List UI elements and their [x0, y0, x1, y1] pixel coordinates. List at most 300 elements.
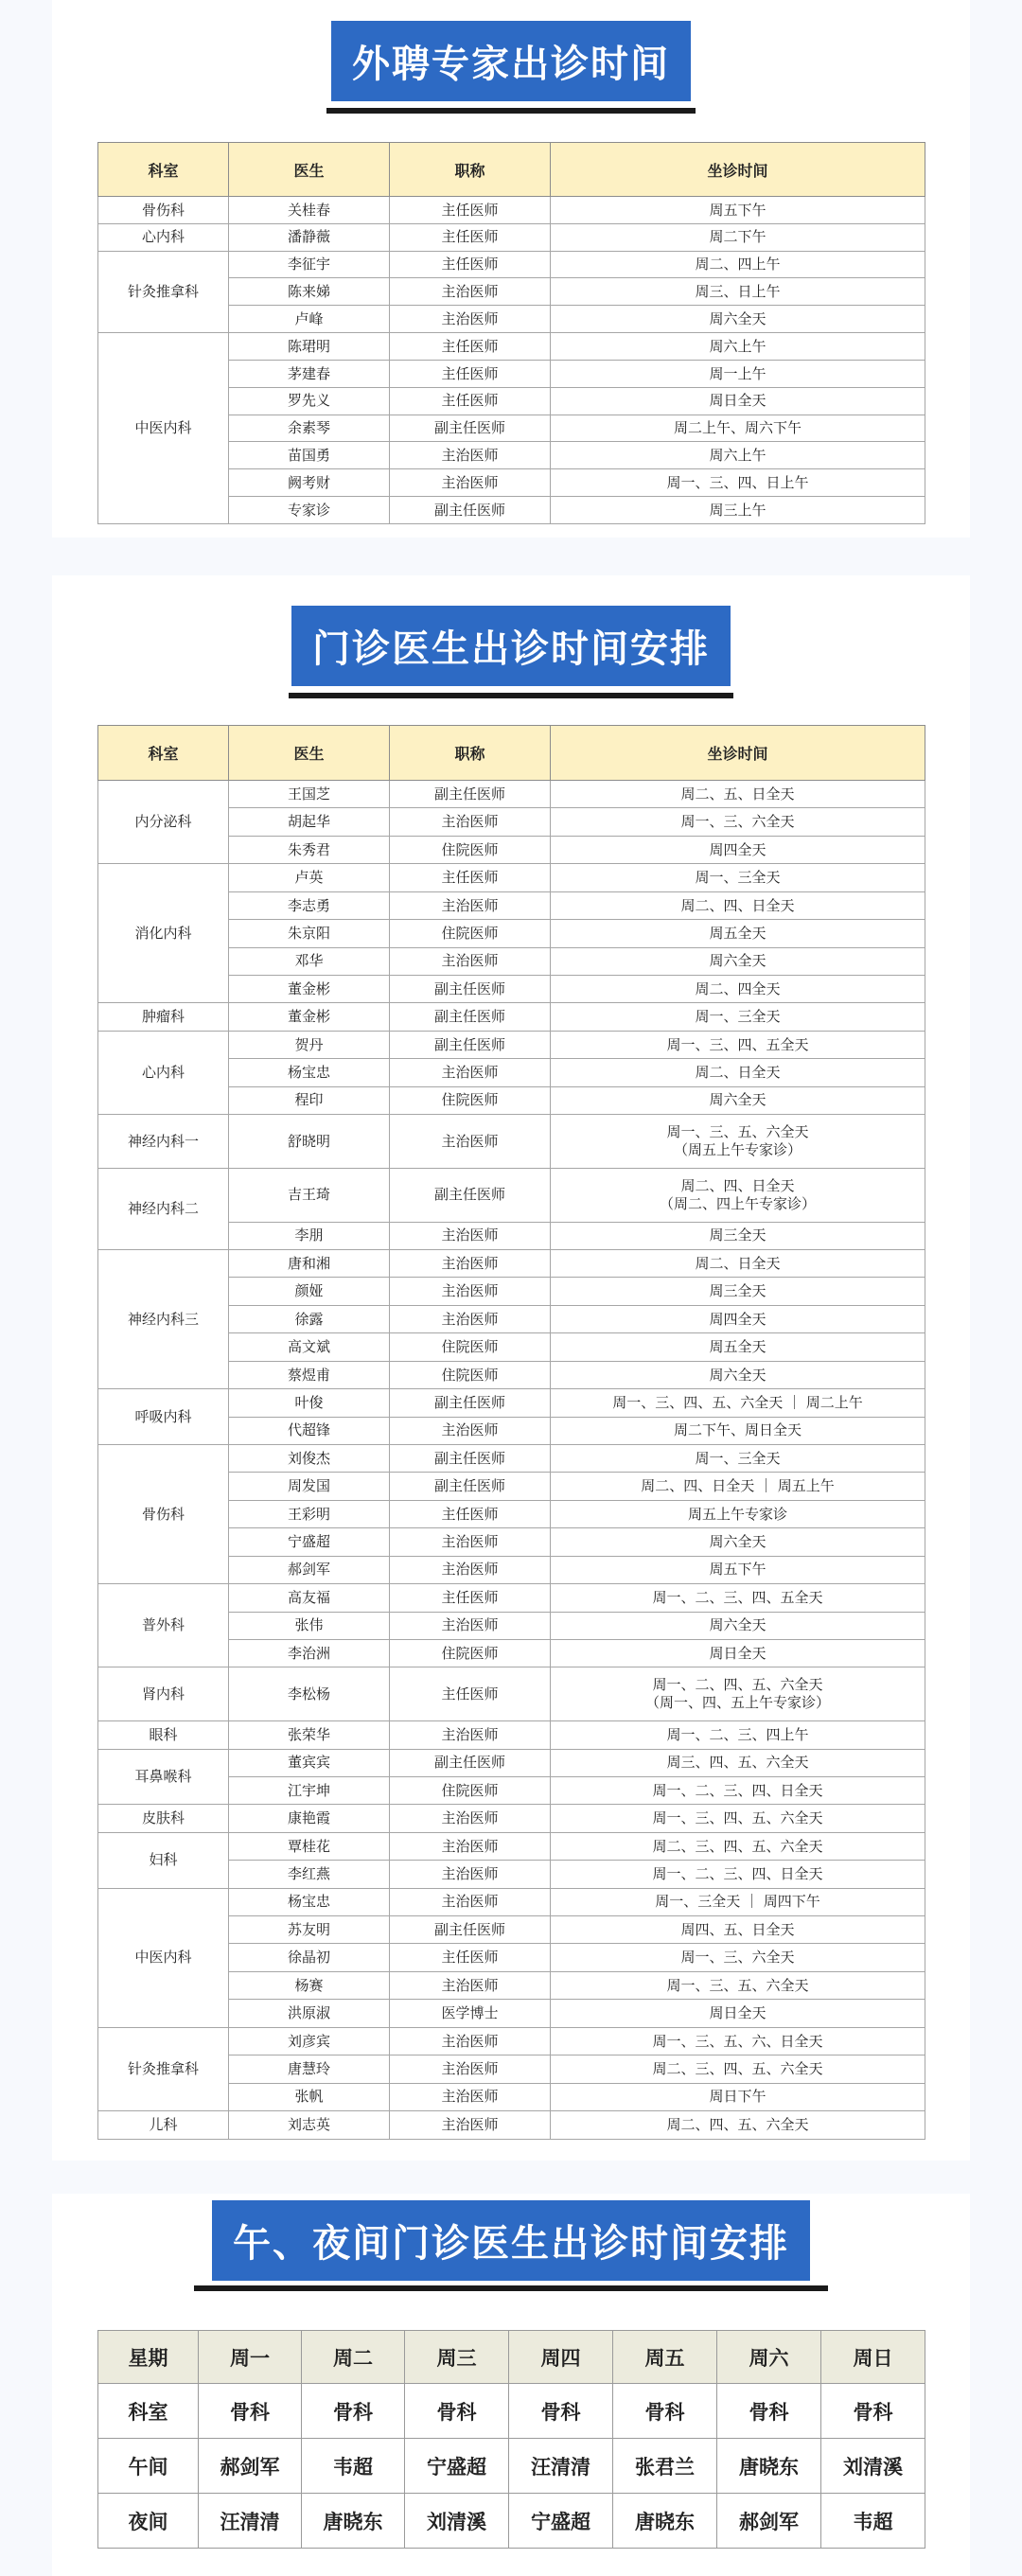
- time-cell: [551, 864, 925, 891]
- schedule-cell: 骨科: [405, 2384, 509, 2439]
- title-cell: 副主任医师: [390, 1389, 551, 1417]
- dept-cell: 儿科: [98, 2111, 229, 2140]
- col-header-time: 坐诊时间: [551, 143, 925, 197]
- title-cell: 主治医师: [390, 306, 551, 333]
- schedule-cell: 骨科: [717, 2384, 821, 2439]
- table-row: [98, 1667, 925, 1721]
- doctor-cell: 覃桂花: [229, 1832, 390, 1860]
- doctor-cell: 苗国勇: [229, 442, 390, 469]
- schedule-cell: 郝剑军: [199, 2439, 302, 2494]
- time-cell: [551, 1500, 925, 1527]
- doctor-cell: 叶俊: [229, 1389, 390, 1417]
- title-cell: 医学博士: [390, 2000, 551, 2027]
- doctor-cell: 陈珺明: [229, 333, 390, 361]
- doctor-cell: 宁盛超: [229, 1528, 390, 1556]
- title-cell: 主任医师: [390, 223, 551, 251]
- time-cell: [551, 1278, 925, 1305]
- title-cell: 主任医师: [390, 387, 551, 415]
- doctor-cell: 王彩明: [229, 1500, 390, 1527]
- night-row-noon: [98, 2439, 925, 2494]
- title-cell: 主治医师: [390, 1721, 551, 1749]
- title-cell: 主治医师: [390, 1305, 551, 1332]
- title-cell: 副主任医师: [390, 1473, 551, 1500]
- dept-cell: 中医内科: [98, 1888, 229, 2027]
- time-cell: [551, 2000, 925, 2027]
- title-cell: 住院医师: [390, 836, 551, 863]
- table-header-row: [98, 726, 925, 781]
- title-cell: 主任医师: [390, 333, 551, 361]
- table-row: [98, 1031, 925, 1058]
- schedule-cell: 唐晓东: [717, 2439, 821, 2494]
- col-header-doctor: 医生: [229, 726, 390, 781]
- time-cell: [551, 1250, 925, 1278]
- table-row: [98, 1832, 925, 1860]
- schedule-cell: 骨科: [613, 2384, 717, 2439]
- table-row: [98, 1749, 925, 1776]
- time-cell: [551, 1389, 925, 1417]
- title-cell: 主治医师: [390, 469, 551, 497]
- doctor-cell: 李征宇: [229, 251, 390, 278]
- doctor-cell: 徐晶初: [229, 1944, 390, 1971]
- time-cell: [551, 1168, 925, 1222]
- title-cell: 主治医师: [390, 891, 551, 919]
- doctor-cell: 专家诊: [229, 497, 390, 524]
- time-main: 周一、三全天: [695, 1008, 781, 1026]
- doctor-cell: 李红燕: [229, 1861, 390, 1888]
- schedule-cell: 唐晓东: [302, 2494, 405, 2549]
- table-row: [98, 1888, 925, 1915]
- title-cell: 主任医师: [390, 251, 551, 278]
- time-cell: [551, 1031, 925, 1058]
- table-row: [98, 781, 925, 808]
- table-row: [98, 251, 925, 278]
- doctor-cell: 李治洲: [229, 1639, 390, 1667]
- doctor-cell: 张伟: [229, 1612, 390, 1639]
- time-main: 周二、四、日全天: [680, 896, 795, 914]
- time-main: 周二、五、日全天: [680, 785, 795, 803]
- doctor-cell: 张荣华: [229, 1721, 390, 1749]
- time-main: 周一、三全天 ｜ 周四下午: [655, 1893, 820, 1911]
- dept-cell: 针灸推拿科: [98, 2027, 229, 2110]
- outpatient-schedule-table: [97, 725, 925, 2140]
- time-main: 周五全天: [709, 1338, 766, 1356]
- time-main: 周一、三、五、六全天: [666, 1976, 809, 1994]
- time-cell: [551, 1639, 925, 1667]
- doctor-cell: 王国芝: [229, 781, 390, 808]
- time-cell: [551, 1222, 925, 1249]
- table-row: [98, 1805, 925, 1832]
- time-cell: [551, 891, 925, 919]
- dept-cell: 神经内科三: [98, 1250, 229, 1389]
- title-cell: 副主任医师: [390, 781, 551, 808]
- table-row: [98, 333, 925, 361]
- table-row: [98, 1444, 925, 1472]
- doctor-cell: 周发国: [229, 1473, 390, 1500]
- night-header-row: [98, 2331, 925, 2384]
- title-cell: 副主任医师: [390, 1916, 551, 1944]
- title-cell: 主治医师: [390, 1556, 551, 1583]
- time-cell: 周六上午: [551, 333, 925, 361]
- doctor-cell: 潘静薇: [229, 223, 390, 251]
- title-cell: 主治医师: [390, 2056, 551, 2083]
- doctor-cell: 颜娅: [229, 1278, 390, 1305]
- doctor-cell: 代超锋: [229, 1417, 390, 1444]
- time-main: 周一、三、六全天: [680, 813, 795, 831]
- table-row: [98, 1721, 925, 1749]
- col-header-dept: 科室: [98, 726, 229, 781]
- doctor-cell: 卢峰: [229, 306, 390, 333]
- time-main: 周三全天: [709, 1226, 766, 1244]
- doctor-cell: 贺丹: [229, 1031, 390, 1058]
- time-main: 周一、三、四、五、六全天: [652, 1809, 823, 1827]
- schedule-cell: 骨科: [821, 2384, 925, 2439]
- time-main: 周六全天: [709, 952, 766, 970]
- dept-cell: 神经内科二: [98, 1168, 229, 1249]
- doctor-cell: 苏友明: [229, 1916, 390, 1944]
- schedule-cell: 韦超: [821, 2494, 925, 2549]
- col-header-title: 职称: [390, 143, 551, 197]
- doctor-cell: 徐露: [229, 1305, 390, 1332]
- time-cell: [551, 2083, 925, 2110]
- schedule-cell: 宁盛超: [405, 2439, 509, 2494]
- col-header-dept: 科室: [98, 143, 229, 197]
- dept-cell: 中医内科: [98, 333, 229, 524]
- day-header: 周日: [821, 2331, 925, 2384]
- title-cell: 主治医师: [390, 1250, 551, 1278]
- doctor-cell: 邓华: [229, 947, 390, 975]
- time-main: 周一、三全天: [695, 869, 781, 887]
- time-cell: 周六上午: [551, 442, 925, 469]
- time-main: 周一、三、五、六、日全天: [652, 2032, 823, 2050]
- table-row: [98, 864, 925, 891]
- doctor-cell: 刘志英: [229, 2111, 390, 2140]
- title-cell: 副主任医师: [390, 1031, 551, 1058]
- schedule-cell: 张君兰: [613, 2439, 717, 2494]
- schedule-cell: 韦超: [302, 2439, 405, 2494]
- title-cell: 主治医师: [390, 1528, 551, 1556]
- doctor-cell: 唐慧玲: [229, 2056, 390, 2083]
- doctor-cell: 杨宝忠: [229, 1059, 390, 1086]
- doctor-cell: 董金彬: [229, 1003, 390, 1031]
- time-note: （周二、四上午专家诊）: [659, 1194, 816, 1212]
- dept-cell: 骨伤科: [98, 197, 229, 224]
- title-cell: 副主任医师: [390, 1003, 551, 1031]
- title-cell: 主任医师: [390, 1944, 551, 1971]
- time-main: 周六全天: [709, 1616, 766, 1634]
- day-header: 周五: [613, 2331, 717, 2384]
- table-header-row: [98, 143, 925, 197]
- time-cell: [551, 1003, 925, 1031]
- time-cell: [551, 1916, 925, 1944]
- time-main: 周六全天: [709, 1366, 766, 1384]
- doctor-cell: 李朋: [229, 1222, 390, 1249]
- doctor-cell: 郝剑军: [229, 1556, 390, 1583]
- title-cell: 主治医师: [390, 2111, 551, 2140]
- title-cell: 副主任医师: [390, 1444, 551, 1472]
- time-cell: [551, 1944, 925, 1971]
- dept-cell: 骨伤科: [98, 1444, 229, 1583]
- time-main: 周四全天: [709, 1310, 766, 1328]
- table-row: [98, 223, 925, 251]
- doctor-cell: 杨赛: [229, 1971, 390, 1999]
- time-main: 周一、二、三、四、日全天: [652, 1865, 823, 1883]
- time-main: 周一、二、三、四、日全天: [652, 1781, 823, 1799]
- table-row: [98, 1584, 925, 1612]
- title-cell: 副主任医师: [390, 975, 551, 1002]
- dept-cell: 心内科: [98, 223, 229, 251]
- time-cell: [551, 1528, 925, 1556]
- col-header-time: 坐诊时间: [551, 726, 925, 781]
- title-cell: 主治医师: [390, 1612, 551, 1639]
- time-cell: [551, 1115, 925, 1169]
- doctor-cell: 卢英: [229, 864, 390, 891]
- time-cell: 周三上午: [551, 497, 925, 524]
- time-main: 周日下午: [709, 2088, 766, 2106]
- time-cell: [551, 1832, 925, 1860]
- time-main: 周五下午: [709, 1561, 766, 1579]
- title-cell: 副主任医师: [390, 1168, 551, 1222]
- night-banner: [0, 2200, 1022, 2281]
- title-cell: 主治医师: [390, 1417, 551, 1444]
- doctor-cell: 胡起华: [229, 808, 390, 836]
- time-cell: [551, 1584, 925, 1612]
- weekday-header: 星期: [98, 2331, 199, 2384]
- dept-cell: 消化内科: [98, 864, 229, 1003]
- day-header: 周一: [199, 2331, 302, 2384]
- night-row-evening: [98, 2494, 925, 2549]
- title-cell: 住院医师: [390, 1639, 551, 1667]
- time-cell: [551, 1417, 925, 1444]
- doctor-cell: 陈来娣: [229, 278, 390, 306]
- expert-banner-underline: [326, 108, 696, 114]
- doctor-cell: 洪原淑: [229, 2000, 390, 2027]
- doctor-cell: 董金彬: [229, 975, 390, 1002]
- schedule-cell: 宁盛超: [509, 2494, 613, 2549]
- doctor-cell: 朱秀君: [229, 836, 390, 863]
- doctor-cell: 关桂春: [229, 197, 390, 224]
- time-main: 周二、四全天: [695, 979, 781, 997]
- dept-cell: 皮肤科: [98, 1805, 229, 1832]
- title-cell: 主治医师: [390, 2027, 551, 2055]
- schedule-cell: 刘清溪: [821, 2439, 925, 2494]
- row-label: 午间: [98, 2439, 199, 2494]
- time-main: 周日全天: [709, 2004, 766, 2022]
- dept-cell: 眼科: [98, 1721, 229, 1749]
- time-main: 周一、三、四、五、六全天 ｜ 周二上午: [612, 1393, 863, 1411]
- time-main: 周一、二、三、四上午: [666, 1725, 809, 1743]
- expert-schedule-table: [97, 142, 925, 524]
- time-cell: [551, 975, 925, 1002]
- day-header: 周二: [302, 2331, 405, 2384]
- dept-cell: 内分泌科: [98, 781, 229, 864]
- row-label: 夜间: [98, 2494, 199, 2549]
- time-cell: [551, 920, 925, 947]
- time-cell: [551, 781, 925, 808]
- time-cell: 周二上午、周六下午: [551, 415, 925, 442]
- title-cell: 住院医师: [390, 1333, 551, 1361]
- night-row-dept: [98, 2384, 925, 2439]
- title-cell: 副主任医师: [390, 415, 551, 442]
- doctor-cell: 阙考财: [229, 469, 390, 497]
- title-cell: 住院医师: [390, 1361, 551, 1388]
- doctor-cell: 张帆: [229, 2083, 390, 2110]
- time-cell: [551, 1805, 925, 1832]
- title-cell: 主治医师: [390, 1115, 551, 1169]
- doctor-cell: 杨宝忠: [229, 1888, 390, 1915]
- time-cell: [551, 1556, 925, 1583]
- schedule-cell: 唐晓东: [613, 2494, 717, 2549]
- time-note: （周五上午专家诊）: [673, 1140, 802, 1158]
- title-cell: 主治医师: [390, 278, 551, 306]
- schedule-cell: 骨科: [509, 2384, 613, 2439]
- table-row: [98, 1389, 925, 1417]
- title-cell: 住院医师: [390, 1086, 551, 1114]
- night-schedule-table: [97, 2330, 925, 2549]
- title-cell: 主治医师: [390, 1832, 551, 1860]
- doctor-cell: 高文斌: [229, 1333, 390, 1361]
- time-cell: 周二、四上午: [551, 251, 925, 278]
- title-cell: 主任医师: [390, 864, 551, 891]
- schedule-cell: 骨科: [199, 2384, 302, 2439]
- time-cell: 周五下午: [551, 197, 925, 224]
- table-row: [98, 1115, 925, 1169]
- doctor-cell: 刘彦宾: [229, 2027, 390, 2055]
- table-row: [98, 1250, 925, 1278]
- title-cell: 主任医师: [390, 1667, 551, 1721]
- title-cell: 主任医师: [390, 197, 551, 224]
- doctor-cell: 吉王琦: [229, 1168, 390, 1222]
- doctor-cell: 罗先义: [229, 387, 390, 415]
- doctor-cell: 唐和湘: [229, 1250, 390, 1278]
- schedule-cell: 骨科: [302, 2384, 405, 2439]
- time-main: 周二、三、四、五、六全天: [652, 2060, 823, 2077]
- time-main: 周二、四、日全天: [680, 1176, 795, 1194]
- title-cell: 副主任医师: [390, 1749, 551, 1776]
- doctor-cell: 李松杨: [229, 1667, 390, 1721]
- doctor-cell: 江宇坤: [229, 1776, 390, 1804]
- time-main: 周三、四、五、六全天: [666, 1754, 809, 1772]
- time-main: 周二下午、周日全天: [673, 1421, 802, 1439]
- time-cell: [551, 2056, 925, 2083]
- col-header-doctor: 医生: [229, 143, 390, 197]
- title-cell: 主治医师: [390, 808, 551, 836]
- title-cell: 主治医师: [390, 1971, 551, 1999]
- night-section-title: 午、夜间门诊医生出诊时间安排: [212, 2200, 810, 2281]
- time-main: 周一、三、四、五全天: [666, 1035, 809, 1053]
- dept-cell: 肿瘤科: [98, 1003, 229, 1031]
- time-main: 周日全天: [709, 1644, 766, 1662]
- table-row: [98, 1168, 925, 1222]
- time-cell: [551, 836, 925, 863]
- time-cell: [551, 1059, 925, 1086]
- time-main: 周五上午专家诊: [687, 1505, 787, 1523]
- time-main: 周四、五、日全天: [680, 1920, 795, 1938]
- title-cell: 住院医师: [390, 920, 551, 947]
- dept-cell: 针灸推拿科: [98, 251, 229, 332]
- table-row: [98, 2027, 925, 2055]
- time-cell: 周二下午: [551, 223, 925, 251]
- table-row: [98, 1003, 925, 1031]
- outpatient-section-title: 门诊医生出诊时间安排: [291, 606, 731, 686]
- time-cell: 周一、三、四、日上午: [551, 469, 925, 497]
- doctor-cell: 茅建春: [229, 360, 390, 387]
- title-cell: 副主任医师: [390, 497, 551, 524]
- row-label: 科室: [98, 2384, 199, 2439]
- schedule-cell: 汪清清: [199, 2494, 302, 2549]
- title-cell: 主任医师: [390, 1500, 551, 1527]
- time-main: 周三全天: [709, 1282, 766, 1300]
- time-main: 周四全天: [709, 840, 766, 858]
- time-main: 周一、二、三、四、五全天: [652, 1588, 823, 1606]
- day-header: 周三: [405, 2331, 509, 2384]
- time-cell: [551, 1612, 925, 1639]
- dept-cell: 普外科: [98, 1584, 229, 1667]
- title-cell: 主任医师: [390, 360, 551, 387]
- col-header-title: 职称: [390, 726, 551, 781]
- time-cell: [551, 2111, 925, 2140]
- night-banner-underline: [194, 2285, 828, 2291]
- doctor-cell: 康艳霞: [229, 1805, 390, 1832]
- time-main: 周一、三、六全天: [680, 1949, 795, 1967]
- time-cell: [551, 1776, 925, 1804]
- table-row: [98, 2111, 925, 2140]
- schedule-cell: 汪清清: [509, 2439, 613, 2494]
- day-header: 周六: [717, 2331, 821, 2384]
- outpatient-banner: [0, 606, 1022, 686]
- time-cell: 周一上午: [551, 360, 925, 387]
- time-cell: [551, 808, 925, 836]
- dept-cell: 神经内科一: [98, 1115, 229, 1169]
- time-cell: [551, 947, 925, 975]
- time-cell: 周六全天: [551, 306, 925, 333]
- time-cell: [551, 1305, 925, 1332]
- dept-cell: 心内科: [98, 1031, 229, 1114]
- time-cell: 周三、日上午: [551, 278, 925, 306]
- time-cell: [551, 1721, 925, 1749]
- time-main: 周一、二、四、五、六全天: [652, 1676, 823, 1694]
- time-main: 周二、四、日全天 ｜ 周五上午: [641, 1477, 835, 1495]
- time-cell: [551, 1361, 925, 1388]
- time-main: 周五全天: [709, 924, 766, 942]
- time-cell: [551, 1749, 925, 1776]
- doctor-cell: 董宾宾: [229, 1749, 390, 1776]
- expert-section-title: 外聘专家出诊时间: [331, 21, 691, 101]
- doctor-cell: 舒晓明: [229, 1115, 390, 1169]
- time-main: 周二、三、四、五、六全天: [652, 1837, 823, 1855]
- doctor-cell: 高友福: [229, 1584, 390, 1612]
- schedule-cell: 刘清溪: [405, 2494, 509, 2549]
- time-cell: [551, 1971, 925, 1999]
- doctor-cell: 余素琴: [229, 415, 390, 442]
- title-cell: 主治医师: [390, 1278, 551, 1305]
- doctor-cell: 蔡煜甫: [229, 1361, 390, 1388]
- time-main: 周一、三、五、六全天: [666, 1123, 809, 1141]
- title-cell: 主治医师: [390, 1805, 551, 1832]
- table-row: [98, 197, 925, 224]
- time-cell: [551, 1473, 925, 1500]
- time-main: 周六全天: [709, 1533, 766, 1551]
- doctor-cell: 刘俊杰: [229, 1444, 390, 1472]
- expert-banner: [0, 21, 1022, 101]
- time-main: 周六全天: [709, 1091, 766, 1109]
- time-main: 周一、三全天: [695, 1449, 781, 1467]
- title-cell: 主治医师: [390, 1888, 551, 1915]
- outpatient-banner-underline: [289, 693, 733, 698]
- title-cell: 主任医师: [390, 1584, 551, 1612]
- doctor-cell: 朱京阳: [229, 920, 390, 947]
- time-cell: [551, 1086, 925, 1114]
- time-main: 周二、四、五、六全天: [666, 2116, 809, 2134]
